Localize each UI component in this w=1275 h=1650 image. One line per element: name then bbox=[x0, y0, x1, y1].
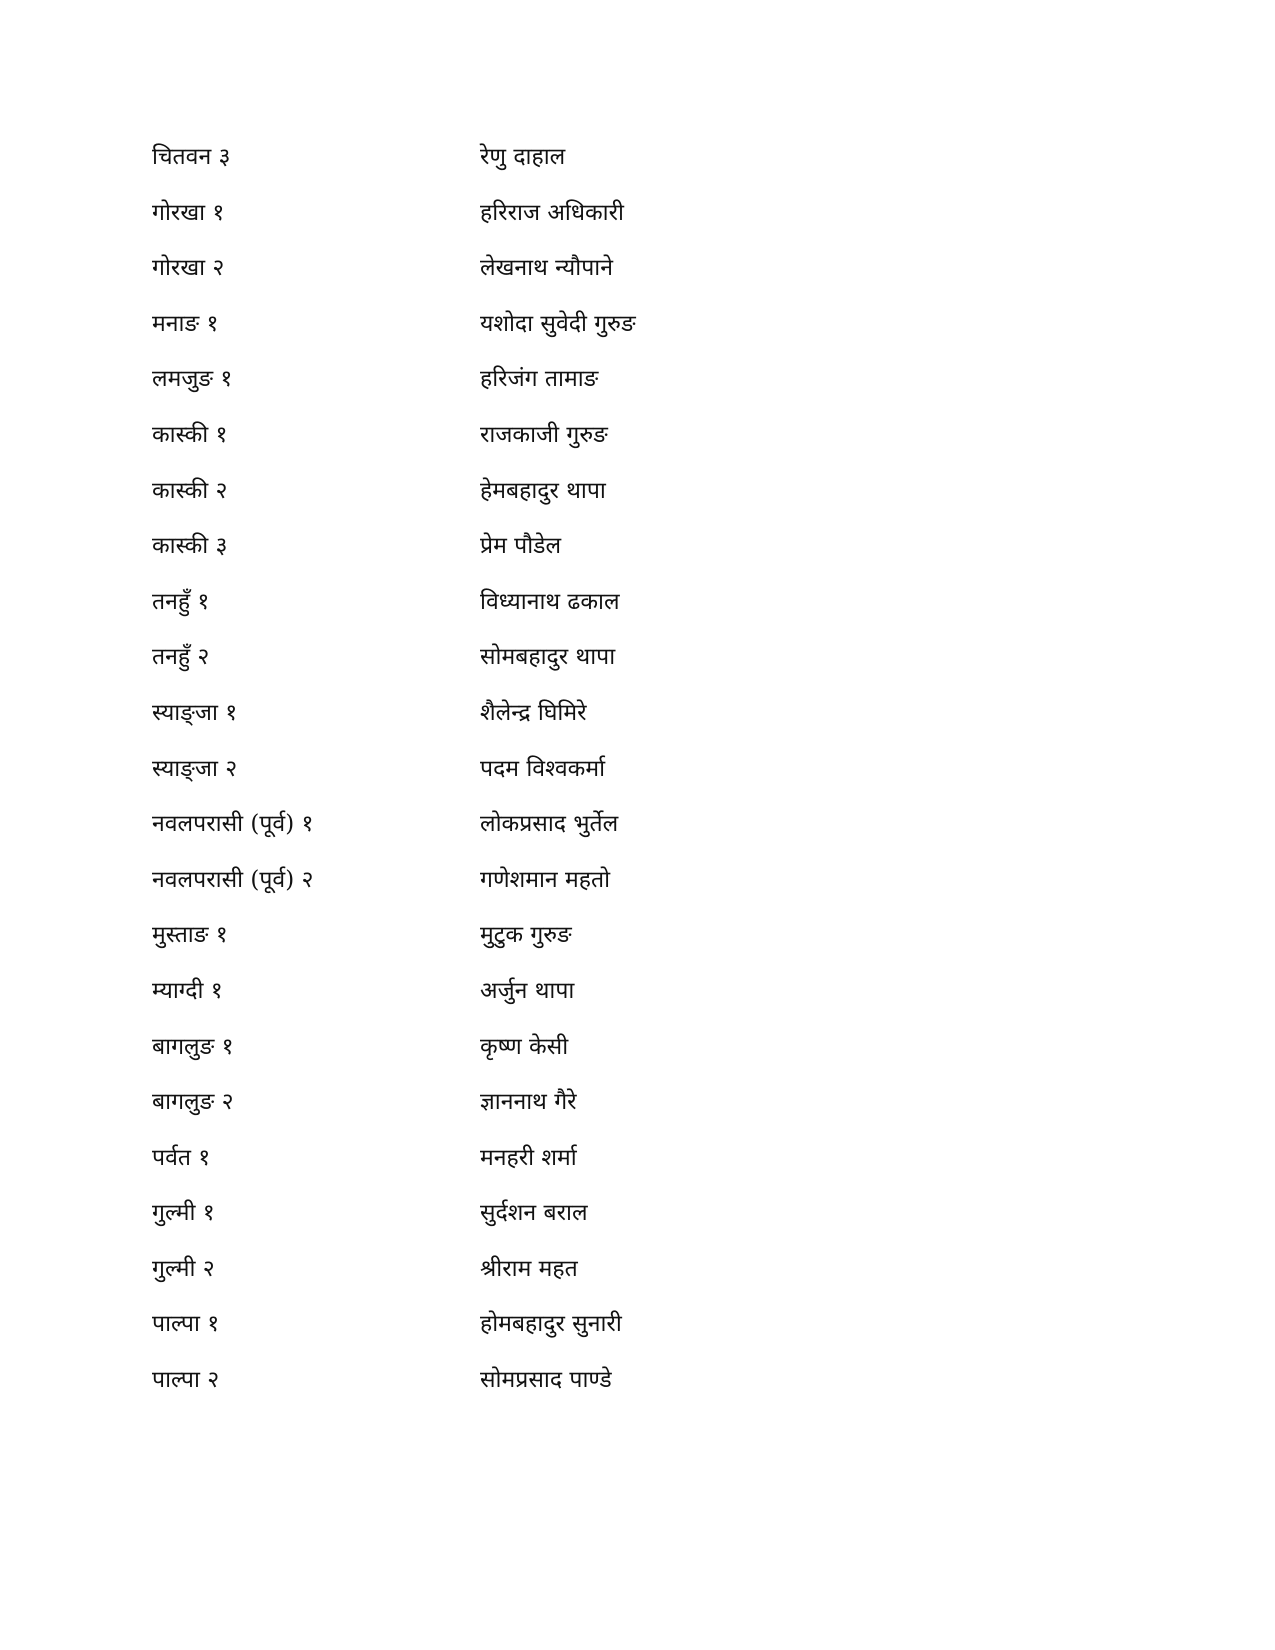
constituency-name: म्याग्दी १ bbox=[152, 977, 223, 1004]
list-item bbox=[152, 585, 1052, 641]
candidate-name: राजकाजी गुरुङ bbox=[480, 421, 608, 448]
list-item bbox=[152, 1030, 1052, 1086]
candidate-name: होमबहादुर सुनारी bbox=[480, 1311, 622, 1338]
list-item bbox=[152, 974, 1052, 1030]
constituency-name: बागलुङ २ bbox=[152, 1089, 234, 1116]
candidate-name: कृष्ण केसी bbox=[480, 1033, 569, 1060]
list-item bbox=[152, 918, 1052, 974]
list-item bbox=[152, 696, 1052, 752]
list-item bbox=[152, 418, 1052, 474]
candidate-name: श्रीराम महत bbox=[480, 1255, 578, 1282]
candidate-name: विध्यानाथ ढकाल bbox=[480, 588, 620, 615]
constituency-name: गोरखा २ bbox=[152, 255, 225, 282]
list-item bbox=[152, 529, 1052, 585]
candidate-name: यशोदा सुवेदी गुरुङ bbox=[480, 310, 636, 337]
list-item bbox=[152, 140, 1052, 196]
constituency-name: कास्की ३ bbox=[152, 533, 228, 560]
constituency-name: स्याङ्जा १ bbox=[152, 699, 238, 726]
constituency-name: तनहुँ १ bbox=[152, 588, 210, 615]
list-item bbox=[152, 863, 1052, 919]
candidate-name: लेखनाथ न्यौपाने bbox=[480, 255, 614, 282]
constituency-name: नवलपरासी (पूर्व) २ bbox=[152, 866, 314, 893]
candidate-name: प्रेम पौडेल bbox=[480, 533, 562, 560]
constituency-name: गुल्मी १ bbox=[152, 1200, 215, 1227]
list-item bbox=[152, 1196, 1052, 1252]
candidate-name: गणेशमान महतो bbox=[480, 866, 611, 893]
constituency-name: नवलपरासी (पूर्व) १ bbox=[152, 811, 314, 838]
candidate-name: सोमप्रसाद पाण्डे bbox=[480, 1367, 612, 1394]
list-item bbox=[152, 1252, 1052, 1308]
candidate-name: पदम विश्वकर्मा bbox=[480, 755, 606, 782]
list-item bbox=[152, 1141, 1052, 1197]
constituency-name: मनाङ १ bbox=[152, 310, 219, 337]
candidate-name: मुटुक गुरुङ bbox=[480, 922, 572, 949]
candidate-name: अर्जुन थापा bbox=[480, 977, 575, 1004]
constituency-name: कास्की २ bbox=[152, 477, 228, 504]
constituency-name: पर्वत १ bbox=[152, 1144, 211, 1171]
constituency-name: मुस्ताङ १ bbox=[152, 922, 228, 949]
candidate-name: ज्ञाननाथ गैरे bbox=[480, 1089, 577, 1116]
list-item bbox=[152, 1307, 1052, 1363]
constituency-name: गोरखा १ bbox=[152, 199, 225, 226]
constituency-name: कास्की १ bbox=[152, 421, 228, 448]
list-item bbox=[152, 474, 1052, 530]
candidate-name: हेमबहादुर थापा bbox=[480, 477, 606, 504]
list-item bbox=[152, 251, 1052, 307]
list-item bbox=[152, 807, 1052, 863]
list-item bbox=[152, 307, 1052, 363]
constituency-name: लमजुङ १ bbox=[152, 366, 233, 393]
list-item bbox=[152, 1363, 1052, 1419]
candidate-name: लोकप्रसाद भुर्तेल bbox=[480, 811, 619, 838]
constituency-candidate-list bbox=[152, 140, 1052, 1419]
list-item bbox=[152, 752, 1052, 808]
candidate-name: सोमबहादुर थापा bbox=[480, 644, 616, 671]
list-item bbox=[152, 196, 1052, 252]
list-item bbox=[152, 640, 1052, 696]
constituency-name: पाल्पा २ bbox=[152, 1367, 220, 1394]
candidate-name: रेणु दाहाल bbox=[480, 144, 566, 170]
candidate-name: हरिजंग तामाङ bbox=[480, 366, 599, 393]
candidate-name: हरिराज अधिकारी bbox=[480, 199, 624, 226]
candidate-name: शैलेन्द्र घिमिरे bbox=[480, 699, 587, 726]
constituency-name: तनहुँ २ bbox=[152, 644, 210, 671]
constituency-name: चितवन ३ bbox=[152, 144, 231, 170]
constituency-name: स्याङ्जा २ bbox=[152, 755, 238, 782]
list-item bbox=[152, 1085, 1052, 1141]
list-item bbox=[152, 362, 1052, 418]
candidate-name: सुर्दशन बराल bbox=[480, 1200, 588, 1227]
constituency-name: पाल्पा १ bbox=[152, 1311, 220, 1338]
candidate-name: मनहरी शर्मा bbox=[480, 1144, 577, 1171]
constituency-name: गुल्मी २ bbox=[152, 1255, 215, 1282]
constituency-name: बागलुङ १ bbox=[152, 1033, 234, 1060]
